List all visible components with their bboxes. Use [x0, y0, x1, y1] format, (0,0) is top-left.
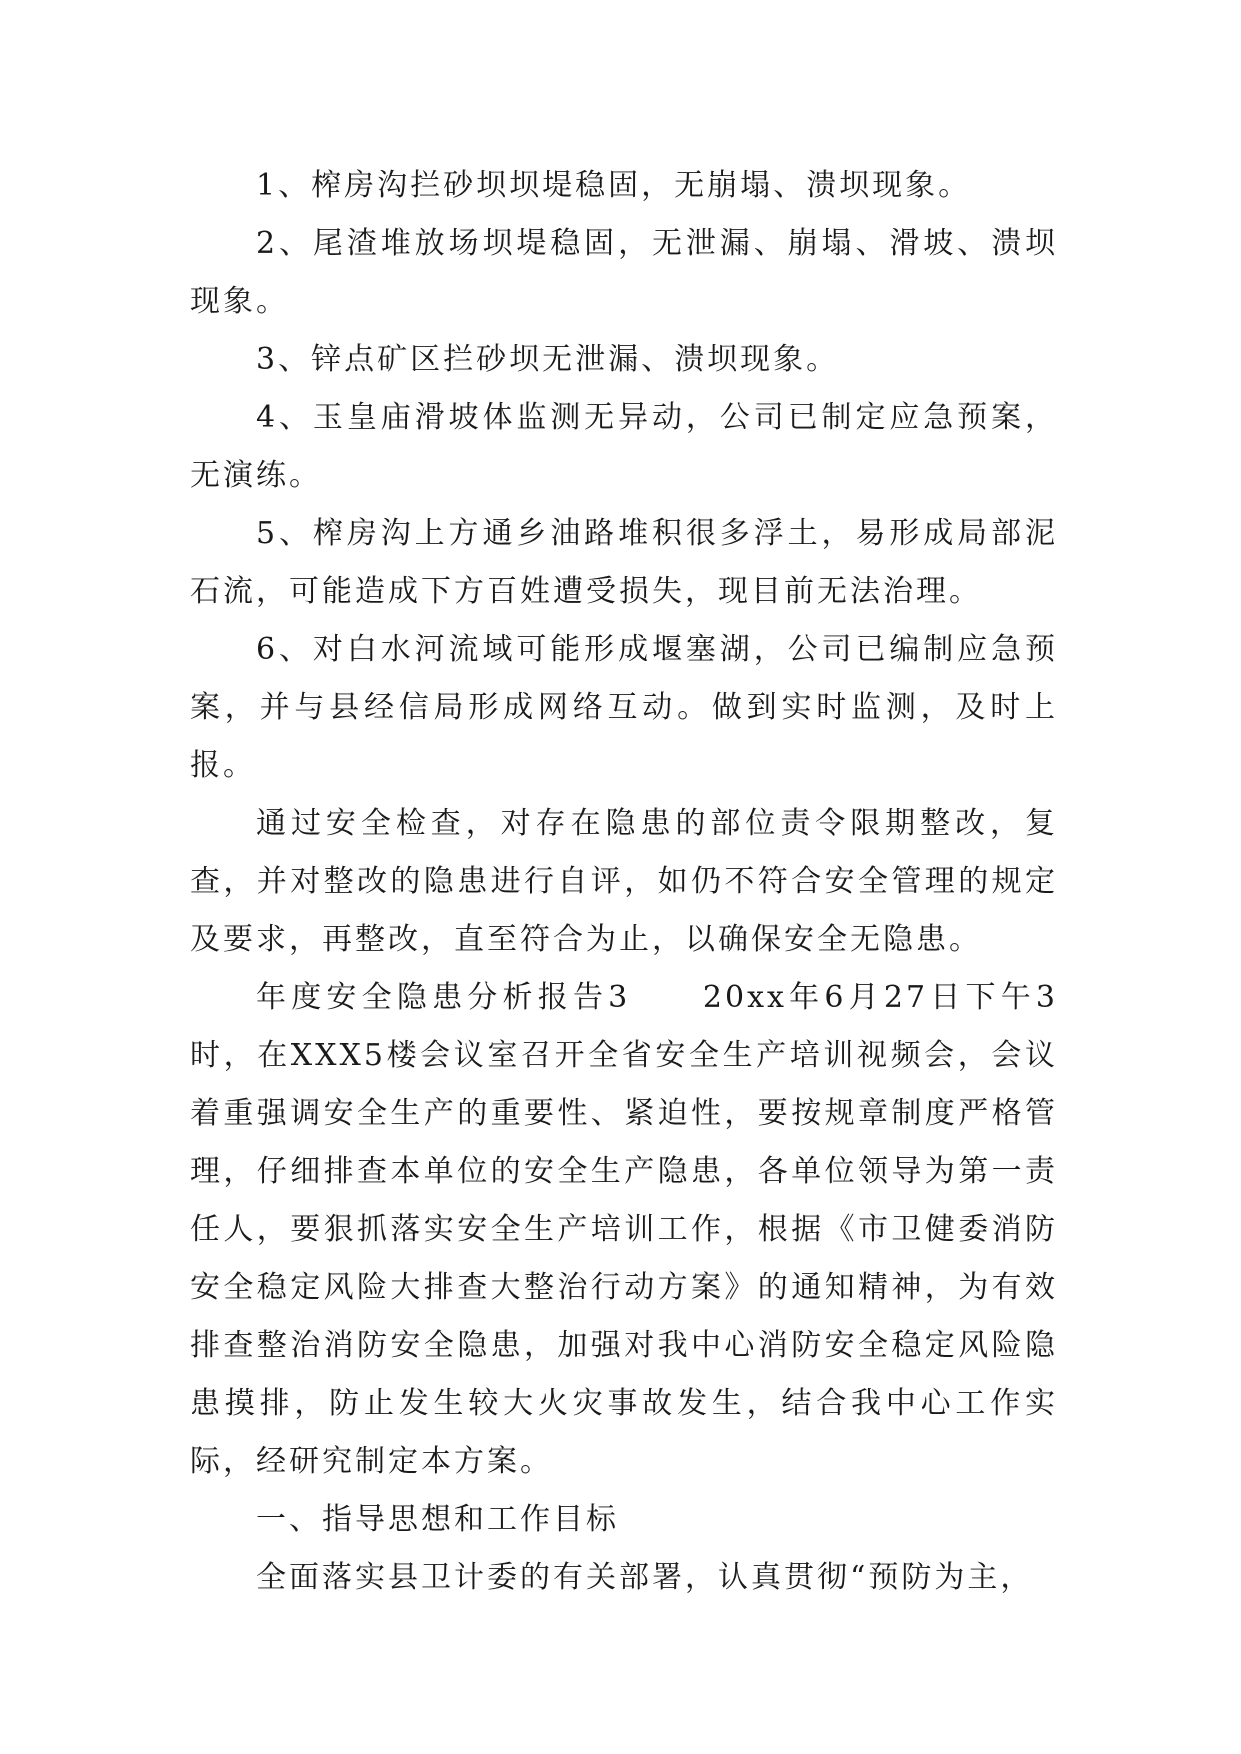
paragraph-item-5: 5、榨房沟上方通乡油路堆积很多浮土，易形成局部泥石流，可能造成下方百姓遭受损失，现目前无法治理。: [190, 516, 1058, 609]
paragraph-report-3: 年度安全隐患分析报告3 20xx年6月27日下午3时，在XXX5楼会议室召开全省安全生产培训视频会，会议着重强调安全生产的重要性、紧迫性，要按规章制度严格管理，仔细排查本单位的安全生产隐患，各单位领导为第一责任人，要狠抓落实安全生产培训工作，根据《市卫健委消防安全稳定风险大排查大整治行动方案》的通知精神，为有效排查整治消防安全隐患，加强对我中心消防安全稳定风险隐患摸排，防止发生较大火灾事故发生，结合我中心工作实际，经研究制定本方案。: [190, 980, 1058, 1479]
paragraph-item-2: 2、尾渣堆放场坝堤稳固，无泄漏、崩塌、滑坡、溃坝现象。: [190, 226, 1058, 319]
paragraph-item-4: 4、玉皇庙滑坡体监测无异动，公司已制定应急预案，无演练。: [190, 400, 1058, 493]
paragraph-item-6: 6、对白水河流域可能形成堰塞湖，公司已编制应急预案，并与县经信局形成网络互动。做到实时监测，及时上报。: [190, 632, 1058, 783]
paragraph-inspection-summary: 通过安全检查，对存在隐患的部位责令限期整改，复查，并对整改的隐患进行自评，如仍不符合安全管理的规定及要求，再整改，直至符合为止，以确保安全无隐患。: [190, 806, 1058, 957]
paragraph-implementation: 全面落实县卫计委的有关部署，认真贯彻“预防为主，: [256, 1560, 1034, 1595]
document-body: [190, 157, 1058, 1607]
section-heading-guiding-ideology: 一、指导思想和工作目标: [256, 1502, 619, 1537]
paragraph-item-1: 1、榨房沟拦砂坝坝堤稳固，无崩塌、溃坝现象。: [256, 168, 972, 203]
paragraph-item-3: 3、锌点矿区拦砂坝无泄漏、溃坝现象。: [256, 342, 840, 377]
